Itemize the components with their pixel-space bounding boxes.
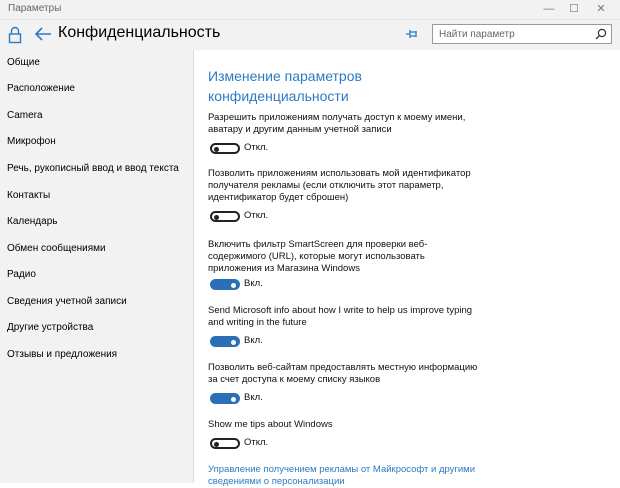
language-list-toggle[interactable] (210, 393, 240, 404)
back-arrow-icon[interactable] (34, 26, 52, 42)
windows-tips-toggle[interactable] (210, 438, 240, 449)
sidebar-item-radio[interactable]: Радио (7, 269, 36, 280)
toggle-knob (214, 147, 219, 152)
toggle-knob (231, 397, 236, 402)
smartscreen-toggle[interactable] (210, 279, 240, 290)
section-title: Изменение параметров конфиденциальности (208, 68, 362, 104)
option-description: Позволить приложениям использовать мой идентификатор получателя рекламы (если отключить этот параметр, идентификатор будет сброшен) (208, 168, 471, 203)
toggle-knob (231, 283, 236, 288)
pin-icon[interactable] (405, 27, 419, 41)
advertising-settings-link[interactable]: Управление получением рекламы от Майкрософт и другими сведениями о персонализации (208, 464, 476, 487)
option-description: Show me tips about Windows (208, 419, 333, 430)
sidebar (0, 50, 194, 483)
sidebar-item-location[interactable]: Расположение (7, 83, 75, 94)
search-input[interactable] (439, 27, 589, 41)
advertising-id-toggle[interactable] (210, 211, 240, 222)
option-description: Send Microsoft info about how I write to help us improve typing and writing in the future (208, 305, 473, 328)
toggle-state-label: Откл. (244, 210, 269, 221)
title-bar (0, 0, 620, 20)
search-box[interactable] (432, 24, 612, 44)
sidebar-item-microphone[interactable]: Микрофон (7, 136, 56, 147)
sidebar-item-feedback[interactable]: Отзывы и предложения (7, 349, 118, 360)
account-info-toggle[interactable] (210, 143, 240, 154)
content-pane (194, 50, 620, 487)
toggle-state-label: Вкл. (244, 392, 263, 403)
toggle-state-label: Откл. (244, 437, 269, 448)
toggle-state-label: Откл. (244, 142, 269, 153)
toggle-state-label: Вкл. (244, 335, 263, 346)
maximize-button[interactable]: ☐ (569, 3, 579, 15)
sidebar-item-contacts[interactable]: Контакты (7, 190, 51, 201)
header (0, 20, 620, 50)
page-title: Конфиденциальность (58, 24, 221, 41)
toggle-knob (231, 340, 236, 345)
sidebar-item-speech[interactable]: Речь, рукописный ввод и ввод текста (7, 163, 179, 174)
toggle-knob (214, 215, 219, 220)
sidebar-item-general[interactable]: Общие (7, 57, 40, 68)
search-icon[interactable] (595, 28, 607, 40)
option-description: Разрешить приложениям получать доступ к моему имени, аватару и другим данным учетной записи (208, 112, 466, 135)
lock-icon (8, 26, 22, 44)
minimize-button[interactable]: — (543, 3, 555, 15)
typing-info-toggle[interactable] (210, 336, 240, 347)
window-title: Параметры (8, 3, 62, 14)
sidebar-item-camera[interactable]: Camera (7, 110, 43, 121)
toggle-state-label: Вкл. (244, 278, 263, 289)
option-description: Позволить веб-сайтам предоставлять местную информацию за счет доступа к моему списку языков (208, 362, 478, 385)
sidebar-item-other-devices[interactable]: Другие устройства (7, 322, 94, 333)
option-description: Включить фильтр SmartScreen для проверки веб-содержимого (URL), которые могут использовать приложения из Магазина Windows (208, 239, 428, 274)
sidebar-item-account-info[interactable]: Сведения учетной записи (7, 296, 127, 307)
toggle-knob (214, 442, 219, 447)
close-button[interactable]: ✕ (596, 3, 606, 15)
sidebar-item-calendar[interactable]: Календарь (7, 216, 58, 227)
sidebar-item-messaging[interactable]: Обмен сообщениями (7, 243, 106, 254)
